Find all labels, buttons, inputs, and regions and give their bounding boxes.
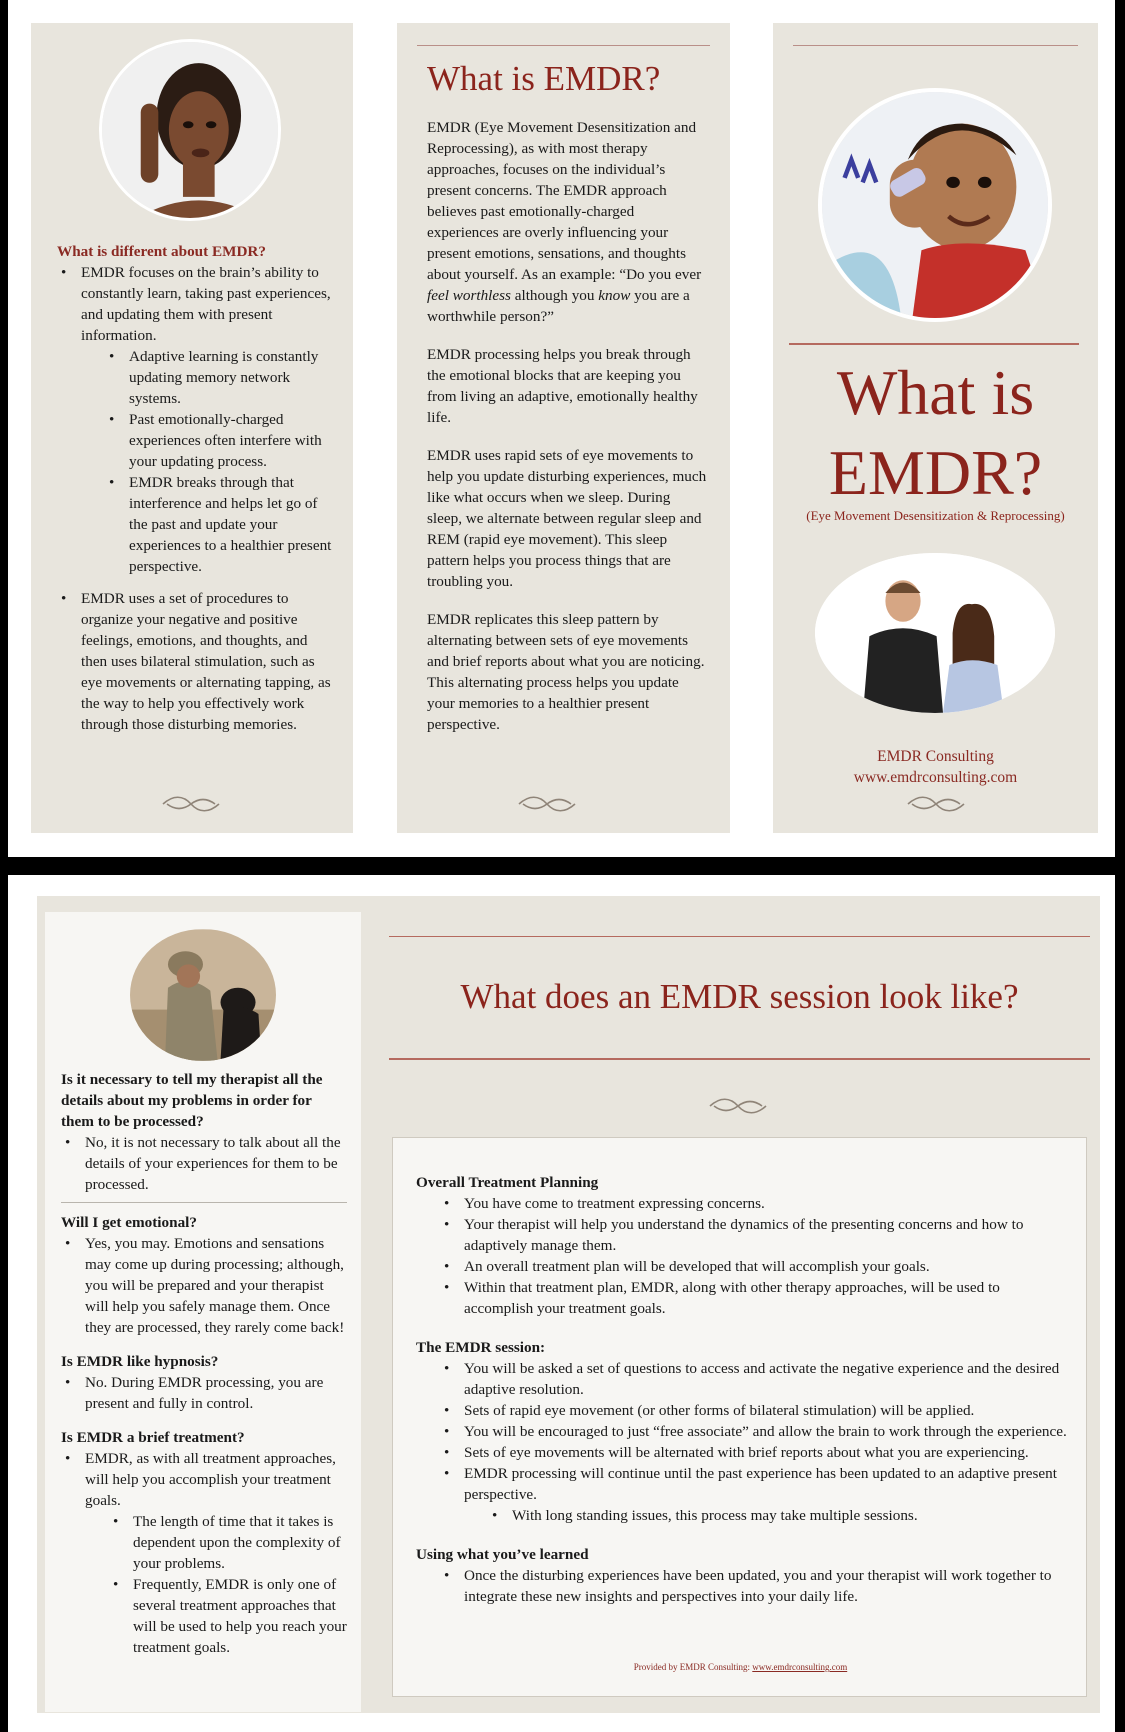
list-item: • Frequently, EMDR is only one of several treatment approaches that will be used to help you reach your treatment goals. (109, 1574, 347, 1658)
cover-title-line1: What is (836, 357, 1035, 428)
footer-link[interactable]: www.emdrconsulting.com (752, 1662, 848, 1672)
soldier-dog-photo (130, 929, 276, 1061)
list-item: • An overall treatment plan will be developed that will accomplish your goals. (440, 1256, 1068, 1277)
section-heading: The EMDR session: (416, 1339, 546, 1356)
list-item: • With long standing issues, this process may take multiple sessions. (488, 1505, 1068, 1526)
list-item: • The length of time that it takes is dependent upon the complexity of your problems. (109, 1511, 347, 1574)
section-heading: Using what you’ve learned (416, 1546, 589, 1563)
paragraph: EMDR uses rapid sets of eye movements to help you update disturbing experiences, much like what occurs when we sleep. During sleep, we alternate between regular sleep and REM (rapid eye movement). This sleep pattern helps you process things that are troubling you. (427, 447, 707, 590)
list-item: • You will be asked a set of questions to access and activate the negative experience and the desired adaptive resolution. (440, 1358, 1068, 1400)
cover-divider (789, 343, 1079, 345)
footer-credit: Provided by EMDR Consulting: www.emdrconsulting.com (633, 1662, 848, 1672)
brochure-outside (8, 0, 1115, 857)
top-divider (793, 45, 1078, 46)
cover-title-line2: EMDR? (828, 437, 1043, 508)
list-item: • Past emotionally-charged experiences often interfere with your updating process. (105, 409, 337, 472)
couple-thinking-photo (815, 553, 1055, 713)
list-item: • EMDR breaks through that interference and helps let go of the past and update your experiences to a healthier present perspective. (105, 472, 337, 577)
faq-answer: • EMDR, as with all treatment approaches, will help you accomplish your treatment goals. • The length of time that it takes is dependent upon the complexity of your problems. • Frequently, EMDR is only one of several treatment approaches that will be used to help you reach your treatment goals. (61, 1448, 347, 1658)
list-item: • Sets of eye movements will be alternated with brief reports about what you are experiencing. (440, 1442, 1068, 1463)
bullet-text: EMDR focuses on the brain’s ability to constantly learn, taking past experiences, and updating them with present information. (81, 264, 331, 344)
flourish-ornament (706, 1095, 770, 1117)
couple-thinking-image (815, 553, 1055, 713)
cover-subtitle: (Eye Movement Desensitization & Reprocessing) (806, 508, 1065, 523)
panel1-heading: What is different about EMDR? (57, 243, 266, 260)
faq-answer: • No, it is not necessary to talk about all the details of your experiences for them to be processed. (61, 1132, 347, 1195)
list-item: • EMDR uses a set of procedures to organize your negative and positive feelings, emotions, and thoughts, and then uses bilateral stimulation, such as eye movements or alternating tapping, as the way to help you effectively work through those disturbing memories. (57, 588, 337, 735)
panel-cover (773, 23, 1098, 833)
soldier-dog-image (130, 929, 276, 1061)
faq-question: Is it necessary to tell my therapist all the details about my problems in order for them to be processed? (61, 1071, 323, 1130)
section-heading: Overall Treatment Planning (416, 1174, 599, 1191)
list-item: • Once the disturbing experiences have been updated, you and your therapist will work together to integrate these new insights and perspectives into your daily life. (440, 1565, 1068, 1607)
cover-title (773, 353, 1098, 513)
woman-thinking-image (102, 42, 278, 218)
org-name: EMDR Consulting (877, 748, 994, 765)
brochure-inside (8, 875, 1115, 1732)
flourish-ornament (159, 793, 223, 815)
session-content-box (392, 1137, 1087, 1697)
org-url[interactable]: www.emdrconsulting.com (853, 769, 1018, 786)
panel-what-is-different (31, 23, 353, 833)
faq-answer: • Yes, you may. Emotions and sensations may come up during processing; although, you will be prepared and your therapist will help you safely manage them. Once they are processed, they rarely come back! (61, 1233, 347, 1338)
panel-what-is-emdr (397, 23, 730, 833)
boy-bandaid-image (822, 92, 1048, 318)
paragraph: EMDR (Eye Movement Desensitization and Reprocessing), as with most therapy approaches, focuses on the individual’s present concerns. The EMDR approach believes past emotionally-charged experiences are overly influencing your present emotions, sensations, and thoughts about yourself. As an example: “Do you ever feel worthless although you know you are a worthwhile person?” (427, 119, 702, 325)
session-top-divider (389, 936, 1090, 937)
list-item: • Within that treatment plan, EMDR, along with other therapy approaches, will be used to accomplish your treatment goals. (440, 1277, 1068, 1319)
paragraph: EMDR processing helps you break through the emotional blocks that are keeping you from living an adaptive, emotionally healthy life. (427, 346, 698, 426)
faq-question: Will I get emotional? (61, 1214, 197, 1231)
flourish-ornament (515, 793, 579, 815)
paragraph: EMDR replicates this sleep pattern by alternating between sets of eye movements and brief reports about what you are noticing. This alternating process helps you update your memories to a healthier present perspective. (427, 611, 705, 733)
boy-bandaid-photo (818, 88, 1052, 322)
session-title: What does an EMDR session look like? (460, 977, 1019, 1016)
list-item: • Your therapist will help you understand the dynamics of the presenting concerns and how to adaptively manage them. (440, 1214, 1068, 1256)
woman-thinking-photo (99, 39, 281, 221)
panel-faq (45, 912, 361, 1712)
page-title: What is EMDR? (427, 59, 661, 98)
panel1-bullet-list (57, 262, 337, 735)
list-item: • You have come to treatment expressing concerns. (440, 1193, 1068, 1214)
faq-answer: • No. During EMDR processing, you are present and fully in control. (61, 1372, 347, 1414)
session-bottom-divider (389, 1058, 1090, 1060)
list-item (57, 262, 337, 577)
faq-question: Is EMDR a brief treatment? (61, 1429, 245, 1446)
faq-question: Is EMDR like hypnosis? (61, 1353, 219, 1370)
list-item: • Sets of rapid eye movement (or other forms of bilateral stimulation) will be applied. (440, 1400, 1068, 1421)
faq-divider (61, 1202, 347, 1203)
list-item: • EMDR processing will continue until the past experience has been updated to an adaptive present perspective. • With long standing issues, this process may take multiple sessions. (440, 1463, 1068, 1526)
list-item: • Adaptive learning is constantly updating memory network systems. (105, 346, 337, 409)
list-item: • You will be encouraged to just “free associate” and allow the brain to work through the experience. (440, 1421, 1068, 1442)
top-divider (417, 45, 710, 46)
flourish-ornament (904, 793, 968, 815)
